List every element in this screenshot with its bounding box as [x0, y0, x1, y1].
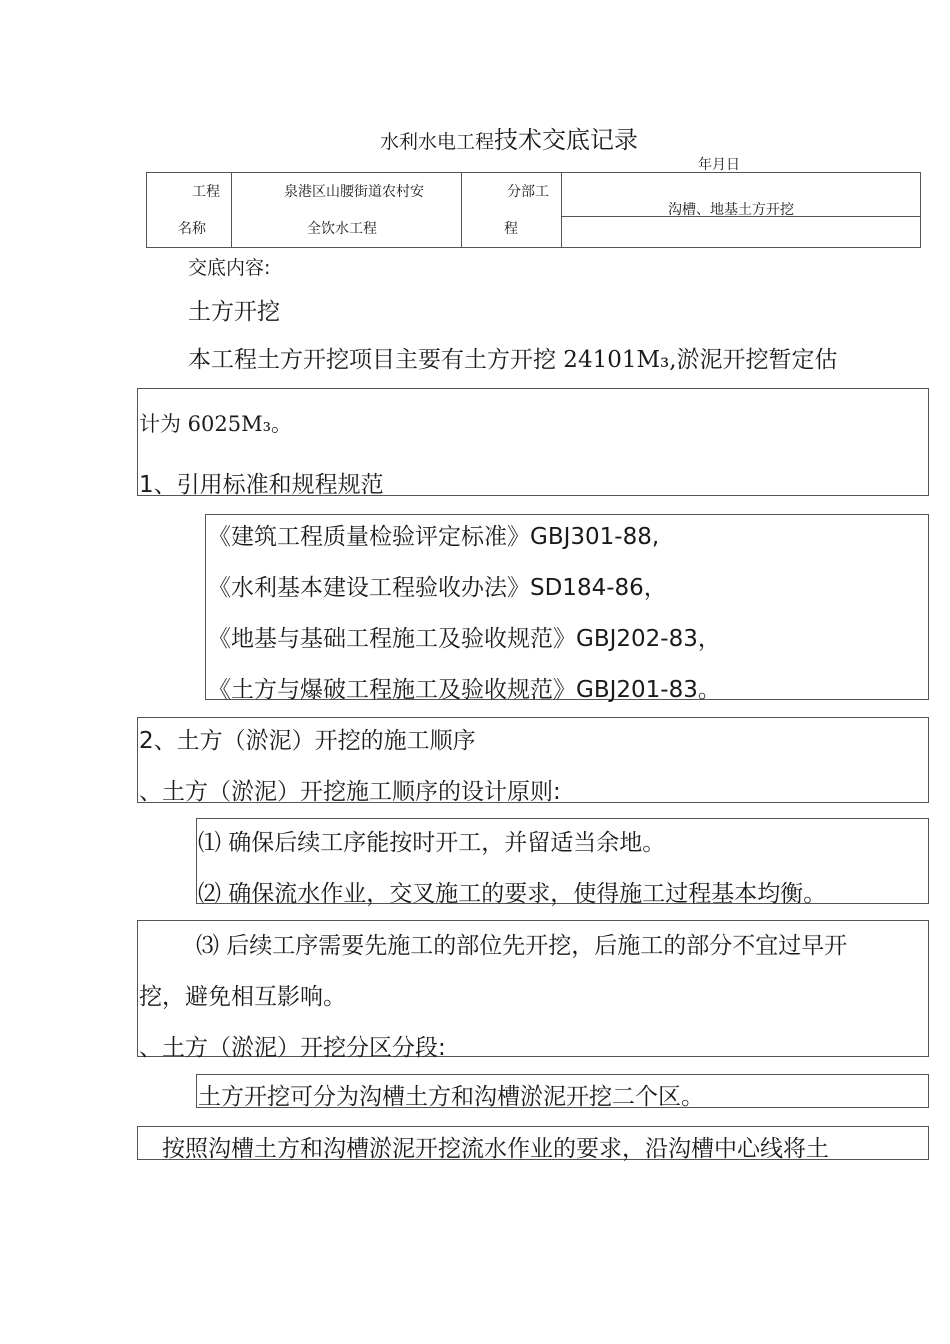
title-part-2: 技术交底记录: [494, 126, 639, 154]
last-line-text: 按照沟槽土方和沟槽淤泥开挖流水作业的要求，沿沟槽中心线将土: [162, 1136, 829, 1162]
subheading-principles: 、土方（淤泥）开挖施工顺序的设计原则:: [139, 779, 561, 805]
standard-item: 《土方与爆破工程施工及验收规范》GBJ201-83。: [208, 677, 721, 703]
standard-item: 《地基与基础工程施工及验收规范》GBJ202-83，: [208, 626, 721, 652]
principle-item: ⑵ 确保流水作业，交叉施工的要求，使得施工过程基本均衡。: [198, 881, 827, 907]
principle-3-line-1: ⑶ 后续工序需要先施工的部位先开挖，后施工的部分不宜过早开: [196, 933, 848, 959]
subheading-zoning: 、土方（淤泥）开挖分区分段:: [139, 1035, 446, 1061]
heading-standards: 1、引用标准和规程规范: [139, 472, 384, 498]
intro-label: 交底内容:: [188, 257, 271, 279]
paragraph-1-line-2: 计为 6025M₃。: [139, 412, 293, 436]
project-name-label-2: 名称: [178, 221, 206, 237]
title-part-1: 水利水电工程: [380, 131, 495, 153]
principle-3-line-2: 挖，避免相互影响。: [139, 984, 346, 1010]
table-divider-2: [461, 172, 462, 248]
standard-item: 《建筑工程质量检验评定标准》GBJ301-88,: [208, 524, 660, 550]
subproject-value: 沟槽、地基土方开挖: [668, 202, 794, 218]
principle-item: ⑴ 确保后续工序能按时开工，并留适当余地。: [198, 830, 666, 856]
subproject-label-1: 分部工: [507, 184, 549, 200]
heading-sequence: 2、土方（淤泥）开挖的施工顺序: [139, 728, 476, 754]
project-name-value-2: 全饮水工程: [307, 221, 377, 237]
zone-text: 土方开挖可分为沟槽土方和沟槽淤泥开挖二个区。: [198, 1084, 704, 1110]
date-label: 年月日: [698, 157, 740, 173]
subproject-label-2: 程: [504, 221, 518, 237]
table-divider-1: [231, 172, 232, 248]
table-divider-3: [561, 172, 562, 248]
section-title: 土方开挖: [188, 299, 280, 325]
standard-item: 《水利基本建设工程验收办法》SD184-86，: [208, 575, 667, 601]
project-name-label-1: 工程: [192, 184, 220, 200]
document-title: [380, 120, 638, 155]
project-name-value-1: 泉港区山腰街道农村安: [284, 184, 424, 200]
paragraph-1-line-1: 本工程土方开挖项目主要有土方开挖 24101M₃,淤泥开挖暂定估: [188, 347, 838, 373]
